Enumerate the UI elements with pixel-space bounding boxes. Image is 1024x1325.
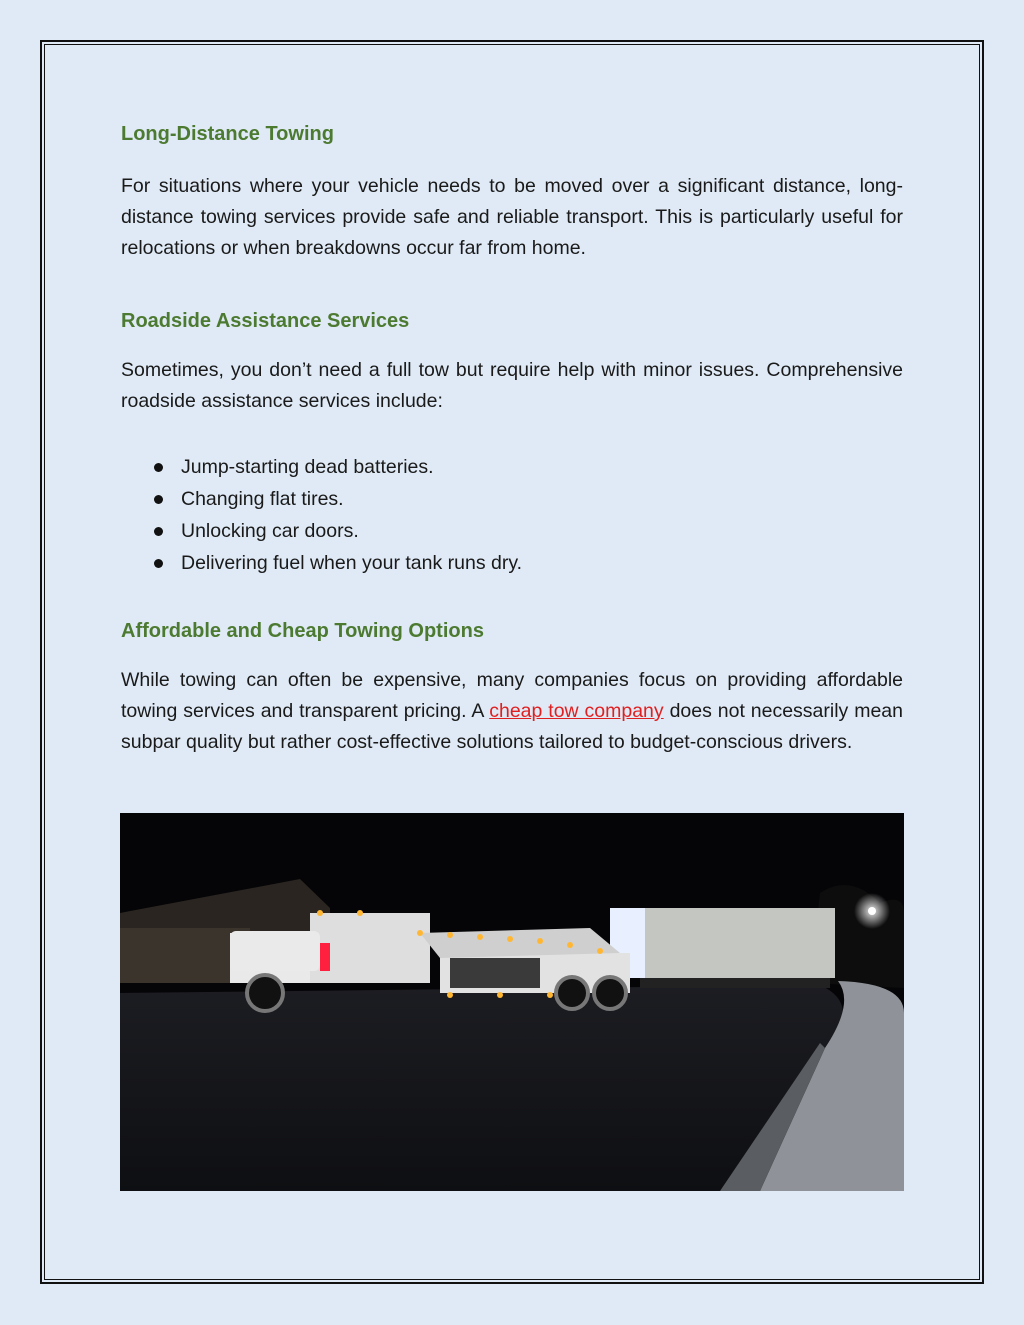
bullet-icon bbox=[154, 559, 163, 568]
paragraph-long-distance-towing: For situations where your vehicle needs to be moved over a significant distance, long-distance towing services provide safe and reliable transport. This is particularly useful for relocations or when breakdowns occur far from home. bbox=[121, 175, 903, 259]
tow-truck-photo bbox=[120, 813, 904, 1191]
list-item: Changing flat tires. bbox=[121, 483, 903, 515]
list-item: Delivering fuel when your tank runs dry. bbox=[121, 547, 903, 579]
list-item: Unlocking car doors. bbox=[121, 515, 903, 547]
list-item: Jump-starting dead batteries. bbox=[121, 451, 903, 483]
roadside-services-list bbox=[121, 451, 903, 579]
paragraph-roadside-assistance: Sometimes, you don’t need a full tow but require help with minor issues. Comprehensive roadside assistance services include: bbox=[121, 359, 903, 412]
cheap-tow-company-link[interactable]: cheap tow company bbox=[489, 700, 664, 722]
heading-affordable-towing: Affordable and Cheap Towing Options bbox=[121, 620, 484, 642]
document-content bbox=[121, 116, 903, 758]
bullet-icon bbox=[154, 527, 163, 536]
heading-long-distance-towing: Long-Distance Towing bbox=[121, 123, 334, 145]
paragraph-affordable-towing: While towing can often be expensive, many companies focus on providing affordable towing services and transparent pricing. A cheap tow company does not necessarily mean subpar quality but rather cost-effective solutions tailored to budget-conscious drivers. bbox=[121, 669, 903, 753]
tow-truck-night-illustration bbox=[120, 813, 904, 1191]
bullet-icon bbox=[154, 495, 163, 504]
heading-roadside-assistance: Roadside Assistance Services bbox=[121, 310, 410, 332]
bullet-icon bbox=[154, 463, 163, 472]
